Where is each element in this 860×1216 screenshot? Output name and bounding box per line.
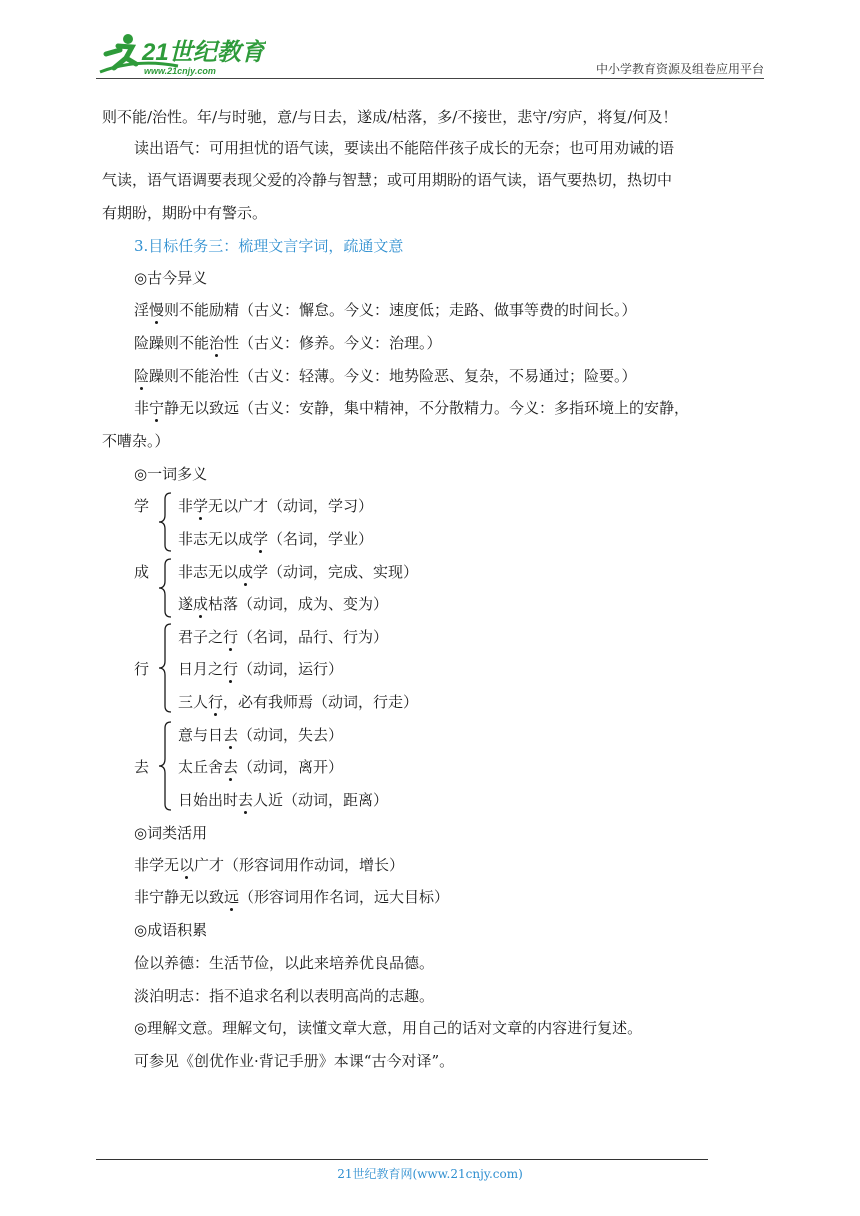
subsection-heading: ◎成语积累 <box>134 921 208 939</box>
emphasis-char: 宁 <box>149 399 165 417</box>
text-line: 俭以养德：生活节俭，以此来培养优良品德。 <box>134 954 435 972</box>
polysemy-char-cheng: 成 <box>134 563 150 581</box>
polysemy-char-qu: 去 <box>134 758 150 776</box>
brace-icon <box>156 720 174 812</box>
brace-icon <box>156 557 174 619</box>
text-line: 非宁静无以致远（形容词用作名词，远大目标） <box>134 888 450 906</box>
text-line: 可参见《创优作业·背记手册》本课“古今对译”。 <box>134 1052 455 1070</box>
text-line: 读出语气：可用担忧的语气读，要读出不能陪伴孩子成长的无奈；也可用劝诫的语 <box>134 139 675 157</box>
polysemy-example: 遂成枯落（动词，成为、变为） <box>178 595 389 613</box>
emphasis-char: 慢 <box>149 301 165 319</box>
emphasis-char: 学 <box>193 497 209 515</box>
header-platform-text: 中小学教育资源及组卷应用平台 <box>595 62 764 76</box>
polysemy-char-xue: 学 <box>134 497 150 515</box>
text-line: 气读，语气语调要表现父爱的冷静与智慧；或可用期盼的语气读，语气要热切，热切中 <box>102 171 673 189</box>
text-line: 险躁则不能治性（古义：轻薄。今义：地势险恶、复杂，不易通过；险要。） <box>134 367 637 385</box>
polysemy-example: 三人行，必有我师焉（动词，行走） <box>178 693 419 711</box>
text-line: 则不能/治性。年/与时驰，意/与日去，遂成/枯落，多/不接世，悲守/穷庐，将复/何及！ <box>102 108 678 126</box>
polysemy-example: 意与日去（动词，失去） <box>178 726 344 744</box>
logo-text: 21世纪教育 <box>142 39 265 66</box>
emphasis-char: 险 <box>134 367 150 385</box>
emphasis-char: 行 <box>208 693 224 711</box>
text-line: 不嘈杂。） <box>102 432 170 450</box>
polysemy-example: 日始出时去人近（动词，距离） <box>178 791 389 809</box>
brace-icon <box>156 622 174 714</box>
polysemy-example: 非学无以广才（动词，学习） <box>178 497 374 515</box>
subsection-heading: ◎古今异义 <box>134 269 208 287</box>
emphasis-char: 以 <box>179 856 195 874</box>
polysemy-example: 君子之行（名词，品行、行为） <box>178 628 389 646</box>
emphasis-char: 行 <box>223 628 239 646</box>
polysemy-example: 日月之行（动词，运行） <box>178 660 344 678</box>
polysemy-example: 非志无以成学（名词，学业） <box>178 530 374 548</box>
emphasis-char: 成 <box>193 595 209 613</box>
emphasis-char: 远 <box>224 888 240 906</box>
emphasis-char: 成 <box>238 563 254 581</box>
text-line: ◎理解文意。理解文句，读懂文章大意，用自己的话对文章的内容进行复述。 <box>134 1019 643 1037</box>
text-line: 淡泊明志：指不追求名利以表明高尚的志趣。 <box>134 987 435 1005</box>
text-line: 险躁则不能治性（古义：修养。今义：治理。） <box>134 334 442 352</box>
logo-url: www.21cnjy.com <box>144 66 216 76</box>
site-logo <box>96 30 266 78</box>
emphasis-char: 行 <box>223 660 239 678</box>
subsection-heading: ◎一词多义 <box>134 465 208 483</box>
subsection-heading: ◎词类活用 <box>134 824 208 842</box>
text-line: 有期盼，期盼中有警示。 <box>102 204 268 222</box>
text-line: 非学无以广才（形容词用作动词，增长） <box>134 856 405 874</box>
footer-divider <box>96 1159 708 1160</box>
emphasis-char: 去 <box>238 791 254 809</box>
emphasis-char: 学 <box>253 530 269 548</box>
header-divider <box>96 78 764 79</box>
emphasis-char: 去 <box>223 758 239 776</box>
text-line: 非宁静无以致远（古义：安静，集中精神，不分散精力。今义：多指环境上的安静， <box>134 399 690 417</box>
text-line: 淫慢则不能励精（古义：懈怠。今义：速度低；走路、做事等费的时间长。） <box>134 301 637 319</box>
section-heading: 3.目标任务三：梳理文言字词，疏通文意 <box>134 237 404 255</box>
emphasis-char: 去 <box>223 726 239 744</box>
polysemy-example: 太丘舍去（动词，离开） <box>178 758 344 776</box>
footer-text: 21世纪教育网(www.21cnjy.com) <box>337 1167 523 1181</box>
emphasis-char: 治 <box>209 334 225 352</box>
brace-icon <box>156 491 174 553</box>
polysemy-example: 非志无以成学（动词，完成、实现） <box>178 563 419 581</box>
polysemy-char-xing: 行 <box>134 660 150 678</box>
